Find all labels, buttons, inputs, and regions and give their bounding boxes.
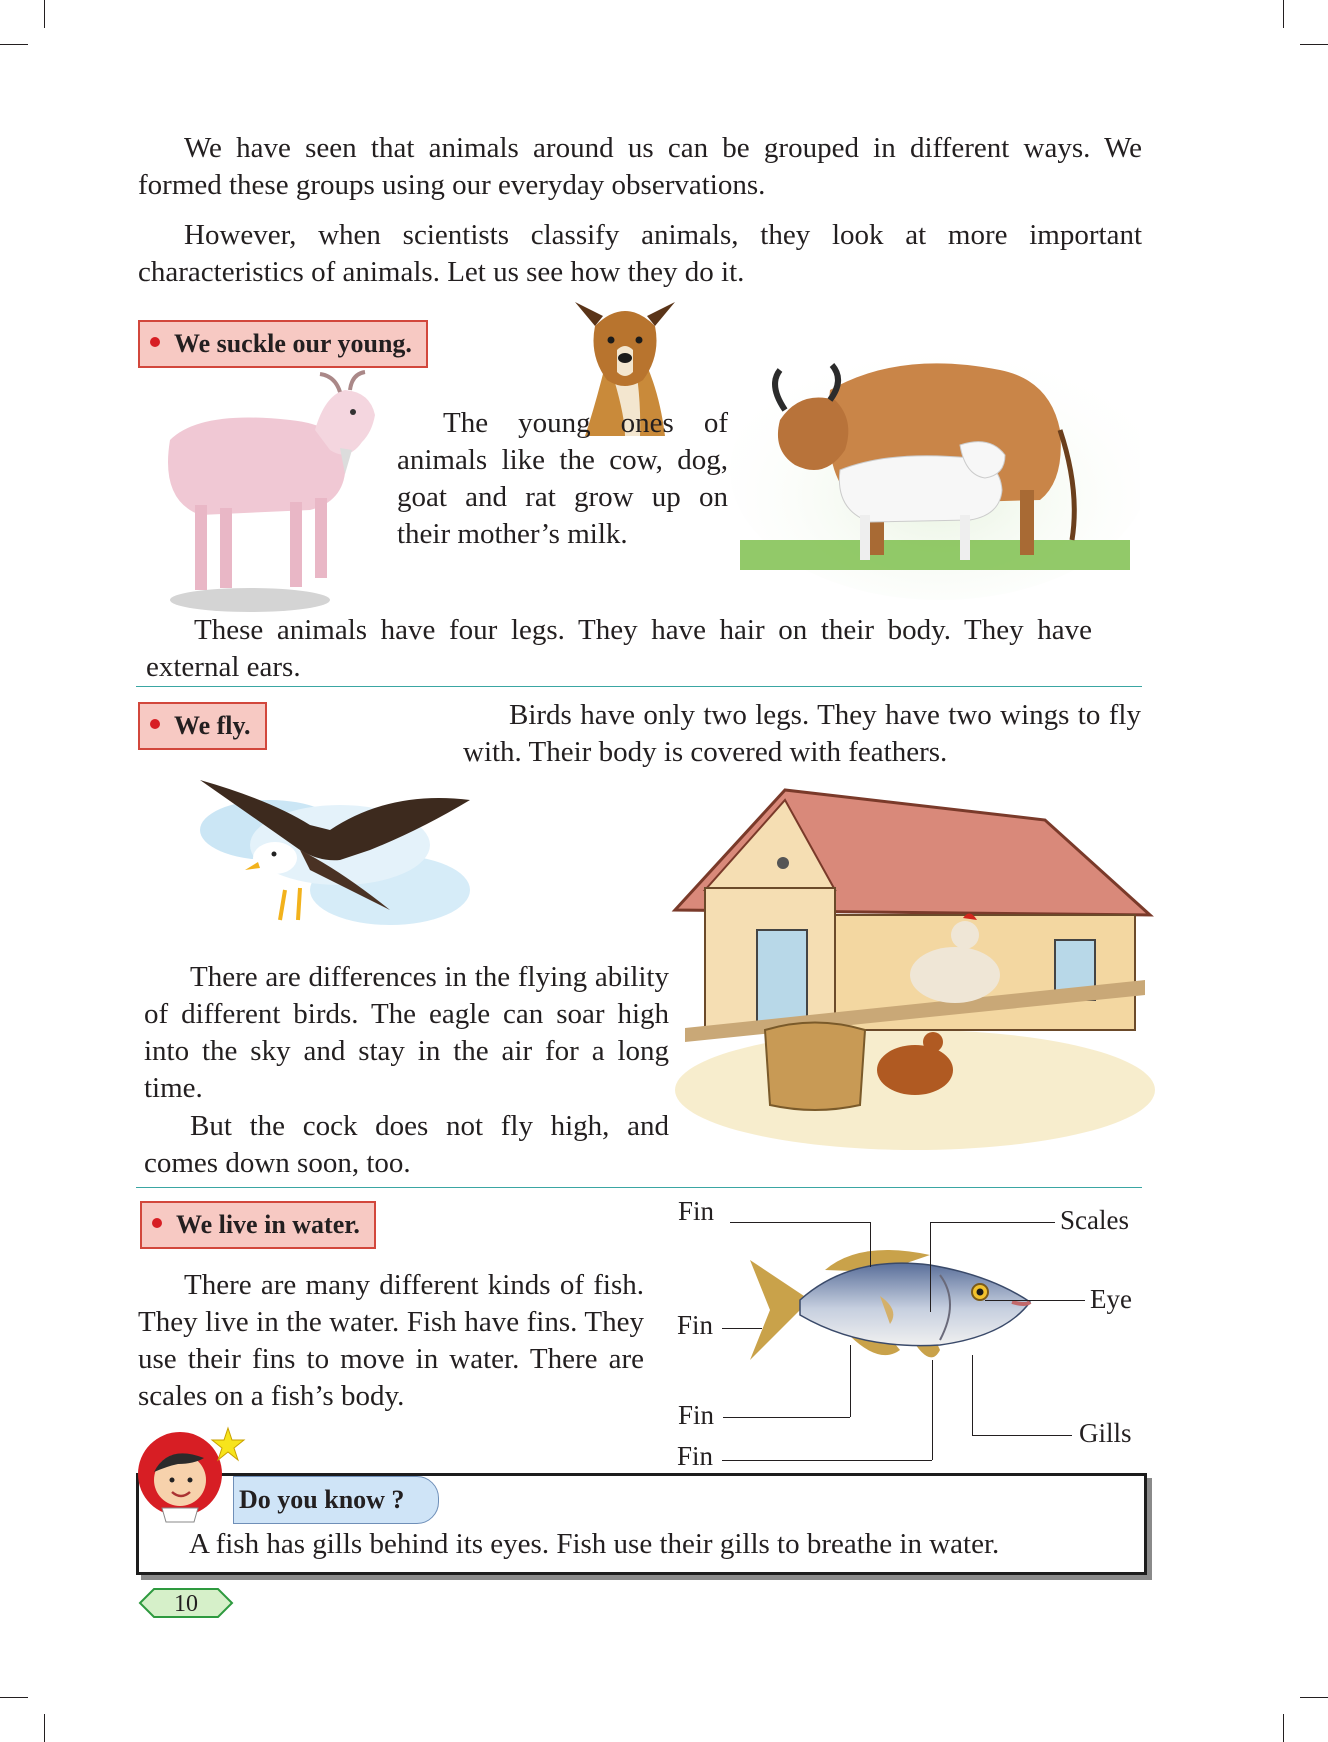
fish-label-fin-left: Fin xyxy=(677,1310,714,1340)
crop-mark xyxy=(44,1714,45,1742)
fish-illustration xyxy=(740,1240,1040,1380)
fish-label-fin-lower-2: Fin xyxy=(677,1441,714,1471)
leader-line xyxy=(932,1360,933,1460)
crop-mark xyxy=(44,0,45,28)
section-divider xyxy=(136,686,1142,687)
did-you-know-text: A fish has gills behind its eyes. Fish use their gills to breathe in water. xyxy=(189,1528,1000,1560)
leader-line xyxy=(730,1222,870,1223)
bullet-icon xyxy=(152,1218,162,1228)
leader-line xyxy=(722,1460,932,1461)
mammals-heading xyxy=(138,320,428,368)
crop-mark xyxy=(1283,0,1284,28)
leader-line xyxy=(985,1300,1085,1301)
fish-label-fin-top: Fin xyxy=(678,1196,715,1226)
birds-text-2: There are differences in the flying ability of different birds. The eagle can soar high into the sky and stay in the air for a long time. xyxy=(144,961,669,1104)
page-number-label: 10 xyxy=(174,1591,198,1617)
leader-line xyxy=(722,1328,762,1329)
crop-mark xyxy=(0,44,28,45)
crop-mark xyxy=(1300,1697,1328,1698)
fish-label-scales: Scales xyxy=(1060,1205,1129,1235)
mammals-heading-label: We suckle our young. xyxy=(174,329,412,358)
birds-heading-label: We fly. xyxy=(174,711,251,740)
fish-heading-label: We live in water. xyxy=(176,1210,360,1239)
intro-section xyxy=(138,130,1142,291)
birds-heading xyxy=(138,702,267,750)
bullet-icon xyxy=(150,337,160,347)
section-divider xyxy=(136,1187,1142,1188)
did-you-know-title-label: Do you know ? xyxy=(239,1485,405,1514)
crop-mark xyxy=(1300,44,1328,45)
mammals-text-1: The young ones of animals like the cow, dog, goat and rat grow up on their mother’s milk. xyxy=(397,407,728,550)
did-you-know-title xyxy=(233,1476,439,1524)
intro-paragraph-2: However, when scientists classify animals, they look at more important characteristics of animals. Let us see how they do it. xyxy=(138,219,1142,288)
leader-line xyxy=(870,1222,871,1267)
did-you-know-box xyxy=(136,1473,1147,1575)
house-hen-illustration xyxy=(665,780,1155,1160)
leader-line xyxy=(723,1417,850,1418)
mammals-text-2: These animals have four legs. They have hair on their body. They have external ears. xyxy=(146,614,1092,683)
crop-mark xyxy=(0,1697,28,1698)
fish-label-gills: Gills xyxy=(1079,1418,1132,1448)
fish-heading xyxy=(140,1201,376,1249)
fish-label-eye: Eye xyxy=(1090,1284,1132,1314)
cow-illustration xyxy=(720,340,1140,600)
fish-label-fin-lower-1: Fin xyxy=(678,1400,715,1430)
goat-illustration xyxy=(140,370,390,620)
bullet-icon xyxy=(150,719,160,729)
leader-line xyxy=(972,1355,973,1435)
leader-line xyxy=(850,1345,851,1417)
crop-mark xyxy=(1283,1714,1284,1742)
boy-mascot-icon xyxy=(138,1424,248,1524)
page-number-badge xyxy=(138,1585,234,1621)
leader-line xyxy=(930,1222,1055,1223)
birds-text-1: Birds have only two legs. They have two wings to fly with. Their body is covered with feathers. xyxy=(463,699,1141,768)
birds-text-3: But the cock does not fly high, and comes down soon, too. xyxy=(144,1110,669,1179)
leader-line xyxy=(972,1435,1072,1436)
leader-line xyxy=(930,1222,931,1312)
eagle-illustration xyxy=(190,770,490,940)
intro-paragraph-1: We have seen that animals around us can be grouped in different ways. We formed these groups using our everyday observations. xyxy=(138,132,1142,201)
fish-text: There are many different kinds of fish. They live in the water. Fish have fins. They use their fins to move in water. There are scales on a fish’s body. xyxy=(138,1269,644,1412)
